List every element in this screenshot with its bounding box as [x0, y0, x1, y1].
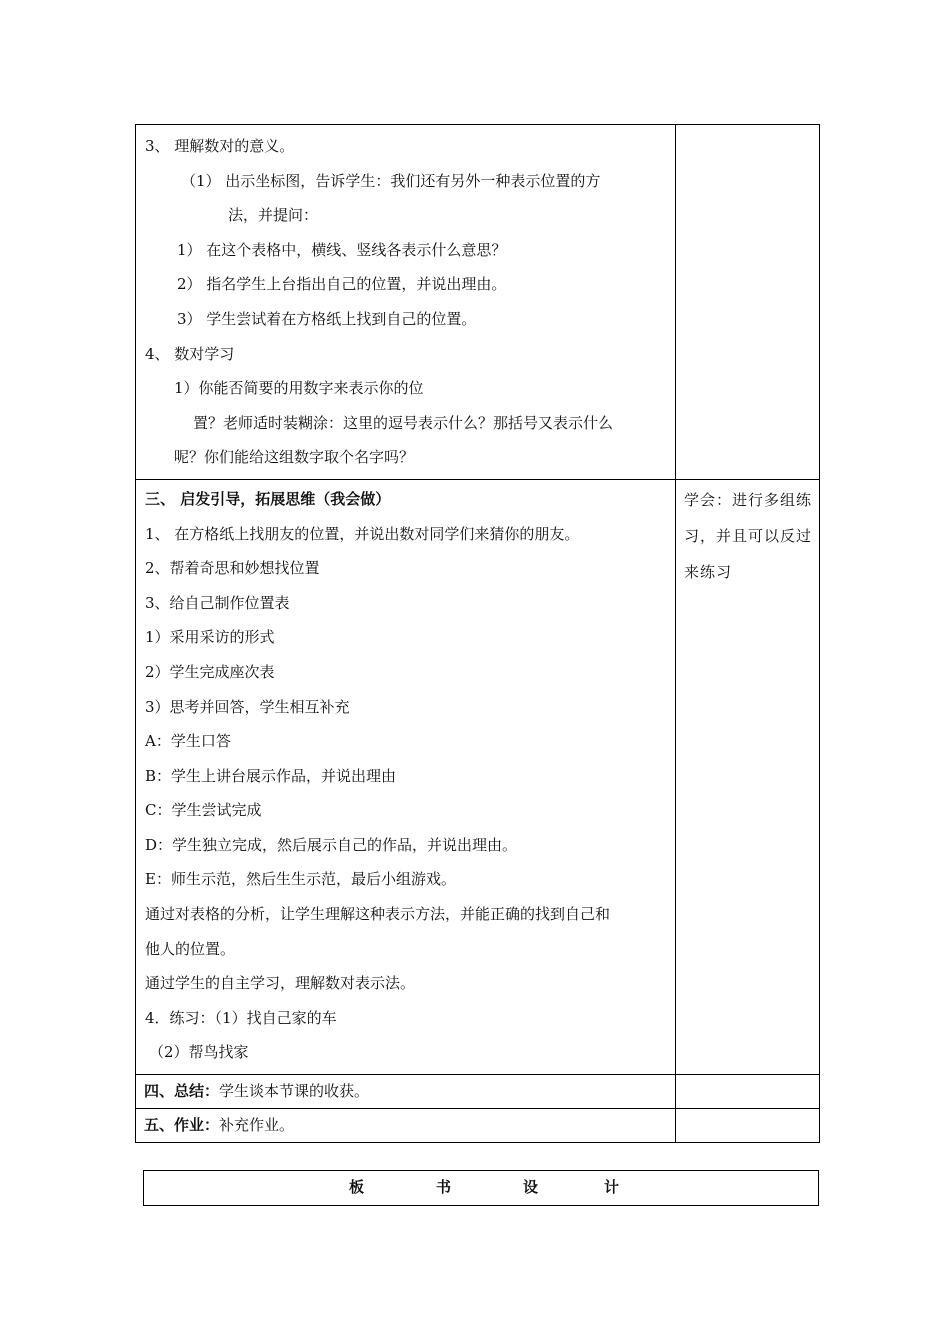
process-cell — [136, 125, 676, 480]
lesson-plan-table — [135, 124, 820, 1143]
list-item: 2）学生完成座次表 — [145, 662, 275, 681]
board-design-char: 设 — [523, 1178, 539, 1196]
note-cell — [676, 1075, 820, 1109]
step-heading: 4、 数对学习 — [145, 344, 235, 363]
paragraph-line: 他人的位置。 — [145, 939, 236, 958]
note-cell — [676, 479, 820, 1074]
board-design-char: 板 — [349, 1178, 365, 1196]
note-text: 学会：进行多组练习，并且可以反过来练习 — [684, 490, 813, 581]
list-item-continued: 呢？你们能给这组数字取个名字吗？ — [174, 448, 415, 467]
list-item: B：学生上讲台展示作品，并说出理由 — [145, 766, 397, 785]
list-item: 1）你能否简要的用数字来表示你的位 — [174, 379, 424, 398]
section-heading: 三、 启发引导，拓展思维（我会做） — [145, 489, 391, 508]
board-design-char: 书 — [436, 1178, 452, 1196]
list-item: 2） 指名学生上台指出自己的位置，并说出理由。 — [177, 275, 507, 294]
list-item: E：师生示范，然后生生示范，最后小组游戏。 — [145, 870, 456, 889]
list-item: （2）帮鸟找家 — [149, 1043, 249, 1062]
paragraph-line: 通过学生的自主学习，理解数对表示法。 — [145, 974, 416, 993]
note-text — [676, 125, 819, 127]
board-design-char: 计 — [604, 1178, 620, 1196]
list-item: 2、帮着奇思和妙想找位置 — [145, 559, 320, 578]
board-design-header — [143, 1170, 819, 1206]
list-item: 4．练习：（1）找自己家的车 — [145, 1008, 337, 1027]
process-cell — [136, 479, 676, 1074]
note-cell — [676, 1109, 820, 1143]
list-item: D：学生独立完成，然后展示自己的作品，并说出理由。 — [145, 835, 518, 854]
step-heading: 3、 理解数对的意义。 — [145, 137, 295, 155]
paragraph-line: 通过对表格的分析，让学生理解这种表示方法，并能正确的找到自己和 — [145, 905, 611, 924]
note-cell — [676, 125, 820, 480]
table-row — [136, 125, 820, 480]
list-item: 3） 学生尝试着在方格纸上找到自己的位置。 — [177, 309, 477, 328]
summary-label: 四、总结： — [144, 1082, 220, 1101]
list-item-continued: 法，并提问： — [228, 206, 319, 225]
table-row — [136, 1109, 820, 1143]
list-item: 1）采用采访的形式 — [145, 628, 275, 647]
homework-text: 补充作业。 — [219, 1116, 295, 1135]
summary-cell — [136, 1075, 676, 1109]
table-row — [136, 479, 820, 1074]
summary-text: 学生谈本节课的收获。 — [219, 1082, 370, 1101]
list-item: （1） 出示坐标图，告诉学生：我们还有另外一种表示位置的方 — [181, 171, 601, 190]
homework-label: 五、作业： — [144, 1116, 220, 1135]
list-item: C：学生尝试完成 — [145, 801, 262, 820]
homework-cell — [136, 1109, 676, 1143]
table-row — [136, 1075, 820, 1109]
list-item: A：学生口答 — [145, 732, 231, 751]
list-item-continued: 置？老师适时装糊涂：这里的逗号表示什么？那括号又表示什么 — [193, 413, 614, 432]
list-item: 1） 在这个表格中，横线、竖线各表示什么意思？ — [177, 240, 507, 259]
list-item: 1、 在方格纸上找朋友的位置，并说出数对同学们来猜你的朋友。 — [145, 524, 580, 543]
list-item: 3、给自己制作位置表 — [145, 593, 290, 612]
list-item: 3）思考并回答，学生相互补充 — [145, 697, 350, 716]
